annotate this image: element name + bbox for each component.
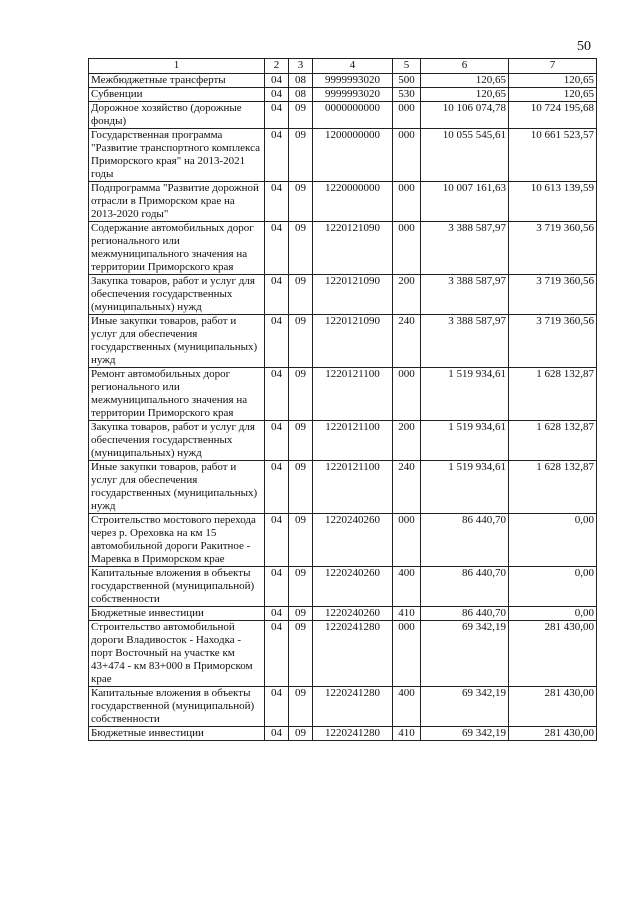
expense-type-cell: 410 (393, 727, 421, 741)
table-row (89, 102, 597, 129)
expense-type-cell: 000 (393, 222, 421, 275)
section-code-cell: 04 (265, 727, 289, 741)
amount-year2-cell: 1 628 132,87 (509, 368, 597, 421)
amount-year2-cell: 120,65 (509, 88, 597, 102)
column-header: 1 (89, 59, 265, 74)
section-code-cell: 04 (265, 567, 289, 607)
target-article-cell: 9999993020 (313, 88, 393, 102)
row-name-cell: Капитальные вложения в объекты государственной (муниципальной) собственности (89, 687, 265, 727)
section-code-cell: 04 (265, 88, 289, 102)
column-header: 7 (509, 59, 597, 74)
subsection-code-cell: 08 (289, 88, 313, 102)
amount-year2-cell: 120,65 (509, 74, 597, 88)
table-row (89, 74, 597, 88)
table-row (89, 275, 597, 315)
target-article-cell: 1220241280 (313, 621, 393, 687)
section-code-cell: 04 (265, 74, 289, 88)
row-name-cell: Субвенции (89, 88, 265, 102)
row-name-cell: Строительство мостового перехода через р. Ореховка на км 15 автомобильной дороги Ракитное - Маревка в Приморском крае (89, 514, 265, 567)
amount-year2-cell: 0,00 (509, 567, 597, 607)
amount-year2-cell: 0,00 (509, 514, 597, 567)
target-article-cell: 0000000000 (313, 102, 393, 129)
table-row (89, 621, 597, 687)
row-name-cell: Ремонт автомобильных дорог регионального или межмуниципального значения на территории Приморского края (89, 368, 265, 421)
row-name-cell: Закупка товаров, работ и услуг для обеспечения государственных (муниципальных) нужд (89, 421, 265, 461)
amount-year2-cell: 10 724 195,68 (509, 102, 597, 129)
subsection-code-cell: 09 (289, 368, 313, 421)
amount-year2-cell: 10 661 523,57 (509, 129, 597, 182)
expense-type-cell: 000 (393, 368, 421, 421)
row-name-cell: Закупка товаров, работ и услуг для обеспечения государственных (муниципальных) нужд (89, 275, 265, 315)
section-code-cell: 04 (265, 687, 289, 727)
section-code-cell: 04 (265, 129, 289, 182)
column-header: 6 (421, 59, 509, 74)
target-article-cell: 1220000000 (313, 182, 393, 222)
row-name-cell: Государственная программа "Развитие транспортного комплекса Приморского края" на 2013-2021 годы (89, 129, 265, 182)
section-code-cell: 04 (265, 368, 289, 421)
table-row (89, 88, 597, 102)
subsection-code-cell: 09 (289, 514, 313, 567)
target-article-cell: 1220121090 (313, 222, 393, 275)
table-row (89, 687, 597, 727)
expense-type-cell: 000 (393, 129, 421, 182)
section-code-cell: 04 (265, 607, 289, 621)
subsection-code-cell: 09 (289, 727, 313, 741)
amount-year1-cell: 10 055 545,61 (421, 129, 509, 182)
table-row (89, 567, 597, 607)
expense-type-cell: 410 (393, 607, 421, 621)
budget-table (88, 58, 597, 741)
section-code-cell: 04 (265, 421, 289, 461)
table-row (89, 315, 597, 368)
amount-year1-cell: 10 106 074,78 (421, 102, 509, 129)
amount-year1-cell: 1 519 934,61 (421, 368, 509, 421)
target-article-cell: 1220121090 (313, 315, 393, 368)
table-row (89, 421, 597, 461)
row-name-cell: Капитальные вложения в объекты государственной (муниципальной) собственности (89, 567, 265, 607)
row-name-cell: Строительство автомобильной дороги Владивосток - Находка - порт Восточный на участке км 43+474 - км 83+000 в Приморском крае (89, 621, 265, 687)
target-article-cell: 1220241280 (313, 687, 393, 727)
amount-year2-cell: 3 719 360,56 (509, 275, 597, 315)
amount-year2-cell: 3 719 360,56 (509, 222, 597, 275)
section-code-cell: 04 (265, 514, 289, 567)
row-name-cell: Межбюджетные трансферты (89, 74, 265, 88)
expense-type-cell: 400 (393, 567, 421, 607)
amount-year1-cell: 120,65 (421, 74, 509, 88)
expense-type-cell: 500 (393, 74, 421, 88)
target-article-cell: 1220240260 (313, 607, 393, 621)
amount-year2-cell: 281 430,00 (509, 687, 597, 727)
column-header: 5 (393, 59, 421, 74)
row-name-cell: Иные закупки товаров, работ и услуг для обеспечения государственных (муниципальных) нужд (89, 461, 265, 514)
expense-type-cell: 200 (393, 421, 421, 461)
amount-year1-cell: 120,65 (421, 88, 509, 102)
amount-year1-cell: 86 440,70 (421, 567, 509, 607)
table-row (89, 368, 597, 421)
amount-year1-cell: 86 440,70 (421, 607, 509, 621)
subsection-code-cell: 09 (289, 315, 313, 368)
expense-type-cell: 530 (393, 88, 421, 102)
amount-year2-cell: 281 430,00 (509, 727, 597, 741)
amount-year2-cell: 1 628 132,87 (509, 421, 597, 461)
section-code-cell: 04 (265, 621, 289, 687)
section-code-cell: 04 (265, 182, 289, 222)
subsection-code-cell: 08 (289, 74, 313, 88)
table-row (89, 727, 597, 741)
amount-year1-cell: 69 342,19 (421, 621, 509, 687)
row-name-cell: Дорожное хозяйство (дорожные фонды) (89, 102, 265, 129)
target-article-cell: 1220121090 (313, 275, 393, 315)
subsection-code-cell: 09 (289, 607, 313, 621)
amount-year1-cell: 86 440,70 (421, 514, 509, 567)
amount-year2-cell: 3 719 360,56 (509, 315, 597, 368)
table-row (89, 514, 597, 567)
amount-year1-cell: 3 388 587,97 (421, 275, 509, 315)
amount-year2-cell: 281 430,00 (509, 621, 597, 687)
subsection-code-cell: 09 (289, 182, 313, 222)
amount-year1-cell: 1 519 934,61 (421, 421, 509, 461)
target-article-cell: 1220240260 (313, 514, 393, 567)
row-name-cell: Содержание автомобильных дорог регионального или межмуниципального значения на территории Приморского края (89, 222, 265, 275)
section-code-cell: 04 (265, 315, 289, 368)
page-number: 50 (577, 39, 591, 54)
table-row (89, 461, 597, 514)
table-row (89, 182, 597, 222)
section-code-cell: 04 (265, 222, 289, 275)
expense-type-cell: 000 (393, 621, 421, 687)
amount-year1-cell: 3 388 587,97 (421, 315, 509, 368)
table-row (89, 607, 597, 621)
table-body (89, 74, 597, 741)
expense-type-cell: 240 (393, 315, 421, 368)
amount-year1-cell: 69 342,19 (421, 727, 509, 741)
section-code-cell: 04 (265, 461, 289, 514)
target-article-cell: 1220121100 (313, 421, 393, 461)
section-code-cell: 04 (265, 275, 289, 315)
row-name-cell: Бюджетные инвестиции (89, 607, 265, 621)
row-name-cell: Бюджетные инвестиции (89, 727, 265, 741)
amount-year2-cell: 10 613 139,59 (509, 182, 597, 222)
target-article-cell: 1220240260 (313, 567, 393, 607)
subsection-code-cell: 09 (289, 222, 313, 275)
amount-year1-cell: 69 342,19 (421, 687, 509, 727)
target-article-cell: 1220121100 (313, 368, 393, 421)
target-article-cell: 9999993020 (313, 74, 393, 88)
subsection-code-cell: 09 (289, 621, 313, 687)
table-row (89, 222, 597, 275)
expense-type-cell: 000 (393, 514, 421, 567)
row-name-cell: Иные закупки товаров, работ и услуг для обеспечения государственных (муниципальных) нужд (89, 315, 265, 368)
subsection-code-cell: 09 (289, 567, 313, 607)
amount-year2-cell: 1 628 132,87 (509, 461, 597, 514)
subsection-code-cell: 09 (289, 461, 313, 514)
target-article-cell: 1220241280 (313, 727, 393, 741)
column-header: 3 (289, 59, 313, 74)
target-article-cell: 1200000000 (313, 129, 393, 182)
expense-type-cell: 000 (393, 182, 421, 222)
amount-year1-cell: 10 007 161,63 (421, 182, 509, 222)
subsection-code-cell: 09 (289, 421, 313, 461)
column-header: 4 (313, 59, 393, 74)
amount-year1-cell: 3 388 587,97 (421, 222, 509, 275)
amount-year1-cell: 1 519 934,61 (421, 461, 509, 514)
subsection-code-cell: 09 (289, 129, 313, 182)
subsection-code-cell: 09 (289, 102, 313, 129)
section-code-cell: 04 (265, 102, 289, 129)
amount-year2-cell: 0,00 (509, 607, 597, 621)
column-header: 2 (265, 59, 289, 74)
row-name-cell: Подпрограмма "Развитие дорожной отрасли в Приморском крае на 2013-2020 годы" (89, 182, 265, 222)
header-row (89, 59, 597, 74)
expense-type-cell: 400 (393, 687, 421, 727)
table-row (89, 129, 597, 182)
expense-type-cell: 200 (393, 275, 421, 315)
subsection-code-cell: 09 (289, 687, 313, 727)
expense-type-cell: 240 (393, 461, 421, 514)
subsection-code-cell: 09 (289, 275, 313, 315)
expense-type-cell: 000 (393, 102, 421, 129)
target-article-cell: 1220121100 (313, 461, 393, 514)
